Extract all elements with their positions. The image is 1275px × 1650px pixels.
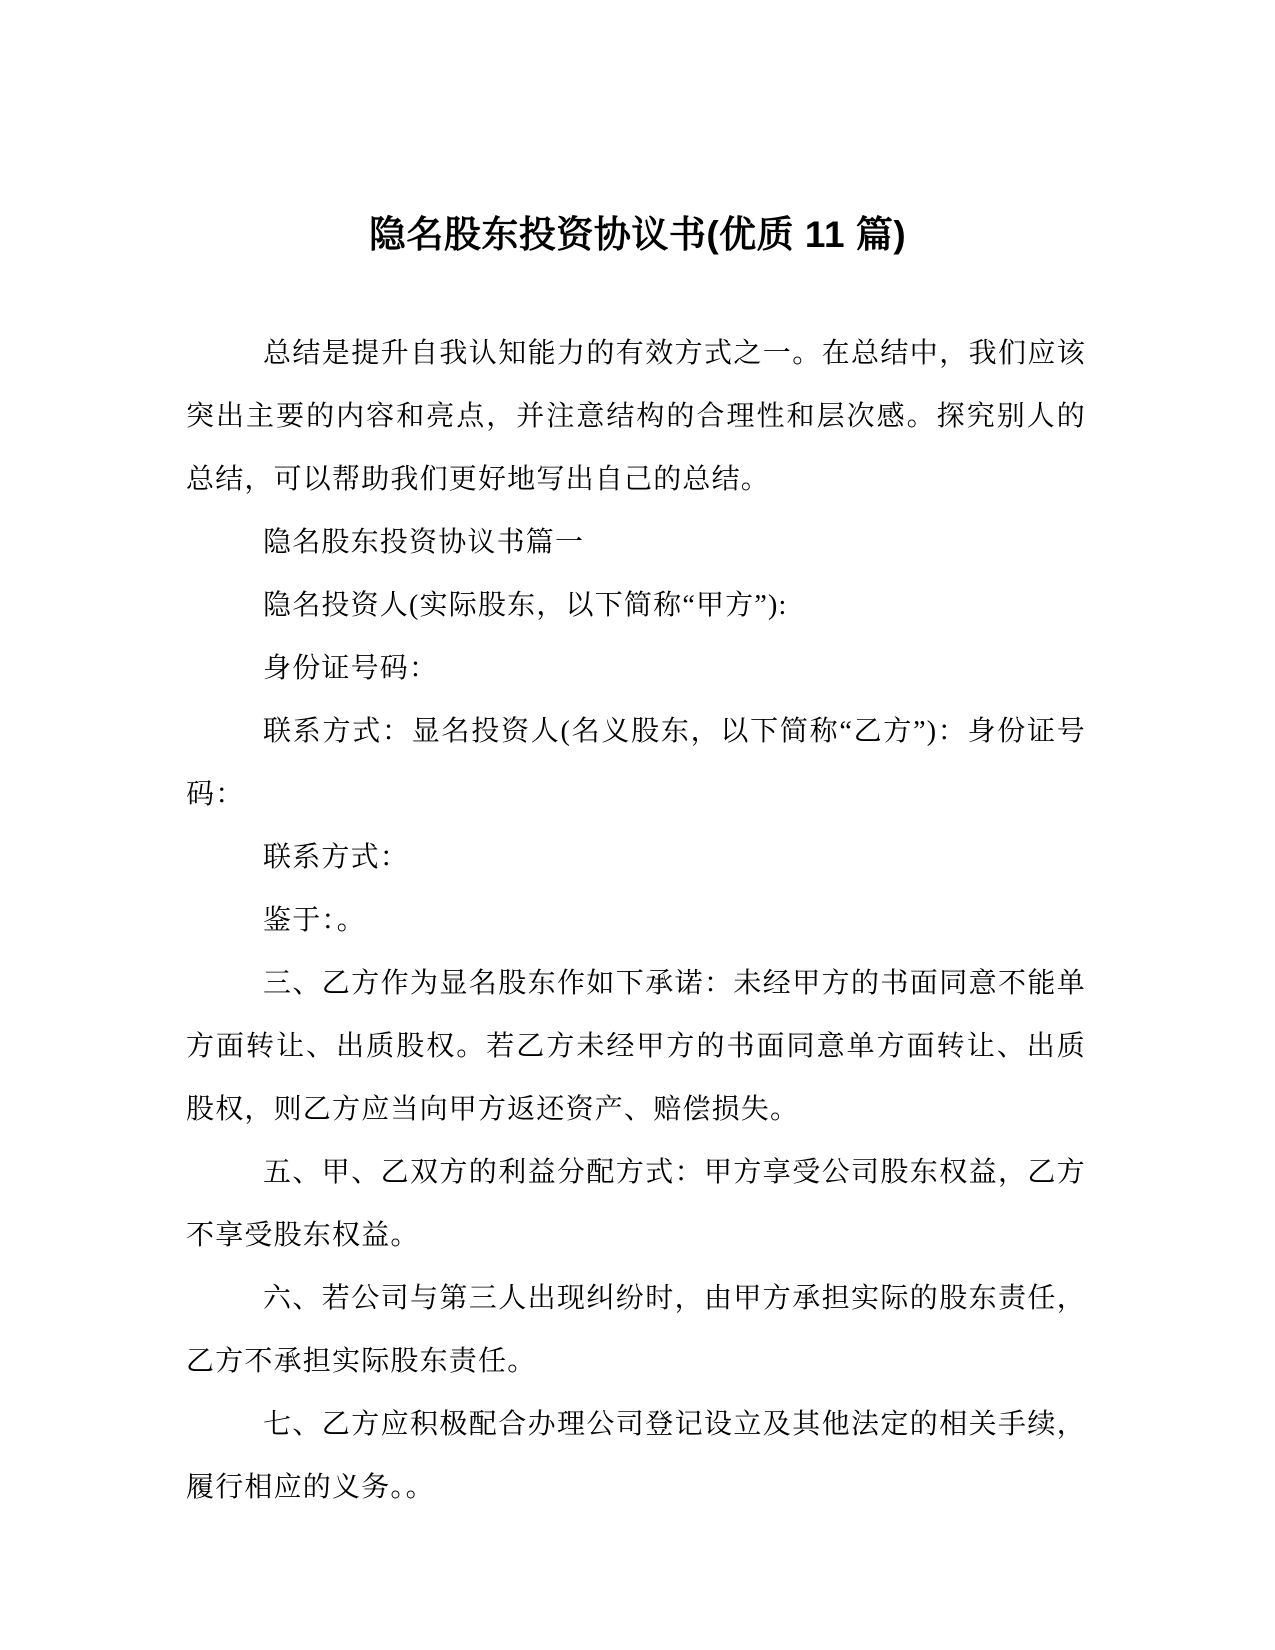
document-title: 隐名股东投资协议书(优质 11 篇) bbox=[368, 214, 907, 255]
document-paragraph: 联系方式： bbox=[263, 842, 410, 873]
document-paragraph: 六、若公司与第三人出现纠纷时，由甲方承担实际的股东责任，乙方不承担实际股东责任。 bbox=[186, 1283, 1086, 1377]
document-body bbox=[186, 322, 1086, 1519]
document-paragraph: 隐名股东投资协议书篇一 bbox=[263, 527, 585, 558]
document-paragraph: 七、乙方应积极配合办理公司登记设立及其他法定的相关手续，履行相应的义务。。 bbox=[186, 1409, 1086, 1503]
document-paragraph: 隐名投资人(实际股东，以下简称“甲方”): bbox=[263, 590, 788, 621]
document-paragraph: 五、甲、乙双方的利益分配方式：甲方享受公司股东权益，乙方不享受股东权益。 bbox=[186, 1157, 1086, 1251]
document-paragraph: 身份证号码： bbox=[263, 653, 439, 684]
document-paragraph: 三、乙方作为显名股东作如下承诺：未经甲方的书面同意不能单方面转让、出质股权。若乙方未经甲方的书面同意单方面转让、出质股权，则乙方应当向甲方返还资产、赔偿损失。 bbox=[186, 968, 1086, 1125]
document-paragraph: 联系方式：显名投资人(名义股东，以下简称“乙方”)：身份证号码： bbox=[186, 716, 1086, 810]
document-paragraph: 总结是提升自我认知能力的有效方式之一。在总结中，我们应该突出主要的内容和亮点，并注意结构的合理性和层次感。探究别人的总结，可以帮助我们更好地写出自己的总结。 bbox=[186, 338, 1086, 495]
document-paragraph: 鉴于：。 bbox=[263, 905, 366, 936]
